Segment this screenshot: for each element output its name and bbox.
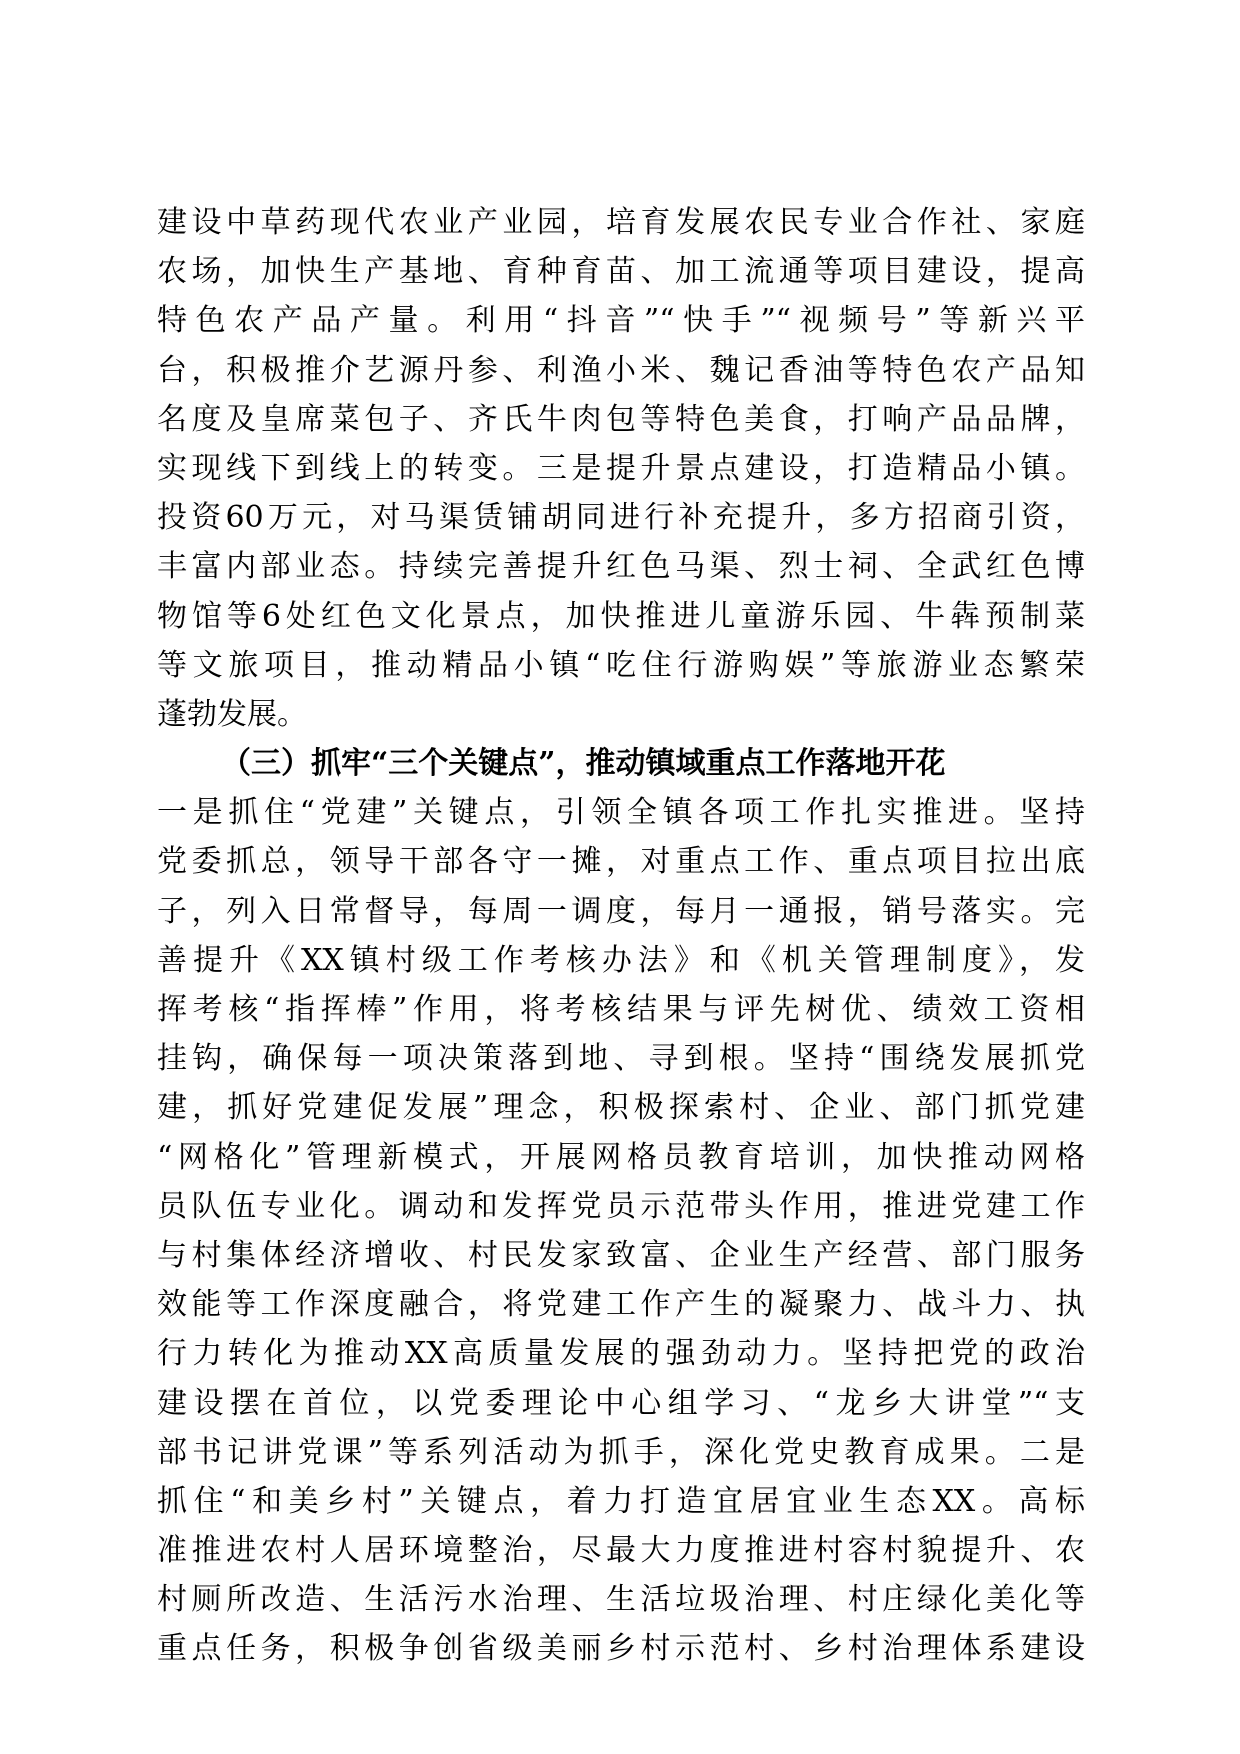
text-line: 一是抓住“党建”关键点，引领全镇各项工作扎实推进。坚持 xyxy=(157,795,1085,831)
text-line: 准推进农村人居环境整治，尽最大力度推进村容村貌提升、农 xyxy=(157,1533,1085,1569)
text-line: 特色农产品产量。利用“抖音”“快手”“视频号”等新兴平 xyxy=(157,303,1085,339)
text-line: 建设中草药现代农业产业园，培育发展农民专业合作社、家庭 xyxy=(157,205,1085,240)
body-text xyxy=(157,198,1085,1674)
section-heading: （三）抓牢“三个关键点”，推动镇域重点工作落地开花 xyxy=(221,746,946,782)
text-line: 效能等工作深度融合，将党建工作产生的凝聚力、战斗力、执 xyxy=(157,1287,1085,1323)
text-line: 名度及皇席菜包子、齐氏牛肉包等特色美食，打响产品品牌， xyxy=(157,401,1085,437)
text-line: 重点任务，积极争创省级美丽乡村示范村、乡村治理体系建设 xyxy=(157,1631,1085,1667)
text-line: 员队伍专业化。调动和发挥党员示范带头作用，推进党建工作 xyxy=(157,1188,1085,1224)
text-line: 挥考核“指挥棒”作用，将考核结果与评先树优、绩效工资相 xyxy=(157,992,1085,1027)
text-line: 农场，加快生产基地、育种育苗、加工流通等项目建设，提高 xyxy=(157,254,1085,290)
text-line: 行力转化为推动XX高质量发展的强劲动力。坚持把党的政治 xyxy=(157,1336,1085,1372)
text-line: 物馆等6处红色文化景点，加快推进儿童游乐园、牛犇预制菜 xyxy=(157,598,1085,634)
text-line: 蓬勃发展。 xyxy=(157,696,307,732)
text-line: 投资60万元，对马渠赁铺胡同进行补充提升，多方招商引资， xyxy=(157,500,1085,536)
text-line: 子，列入日常督导，每周一调度，每月一通报，销号落实。完 xyxy=(157,893,1085,929)
text-line: 建设摆在首位，以党委理论中心组学习、“龙乡大讲堂”“支 xyxy=(157,1385,1085,1421)
text-line: 丰富内部业态。持续完善提升红色马渠、烈士祠、全武红色博 xyxy=(157,549,1085,585)
text-line: 实现线下到线上的转变。三是提升景点建设，打造精品小镇。 xyxy=(157,450,1085,486)
text-line: 部书记讲党课”等系列活动为抓手，深化党史教育成果。二是 xyxy=(157,1434,1085,1470)
paragraph-key-points xyxy=(157,788,1085,1673)
text-line: 善提升《XX镇村级工作考核办法》和《机关管理制度》，发 xyxy=(157,942,1085,978)
paragraph-rural-industry xyxy=(157,198,1085,739)
text-line: “网格化”管理新模式，开展网格员教育培训，加快推动网格 xyxy=(157,1139,1085,1175)
text-line: 村厕所改造、生活污水治理、生活垃圾治理、村庄绿化美化等 xyxy=(157,1582,1085,1618)
text-line: 抓住“和美乡村”关键点，着力打造宜居宜业生态XX。高标 xyxy=(157,1483,1085,1519)
text-line: 台，积极推介艺源丹参、利渔小米、魏记香油等特色农产品知 xyxy=(157,352,1085,388)
text-line: 党委抓总，领导干部各守一摊，对重点工作、重点项目拉出底 xyxy=(157,844,1085,880)
text-line: 与村集体经济增收、村民发家致富、企业生产经营、部门服务 xyxy=(157,1237,1085,1273)
text-line: 建，抓好党建促发展”理念，积极探索村、企业、部门抓党建 xyxy=(157,1090,1085,1126)
text-line: 挂钩，确保每一项决策落到地、寻到根。坚持“围绕发展抓党 xyxy=(157,1041,1085,1077)
text-line: 等文旅项目，推动精品小镇“吃住行游购娱”等旅游业态繁荣 xyxy=(157,647,1085,683)
